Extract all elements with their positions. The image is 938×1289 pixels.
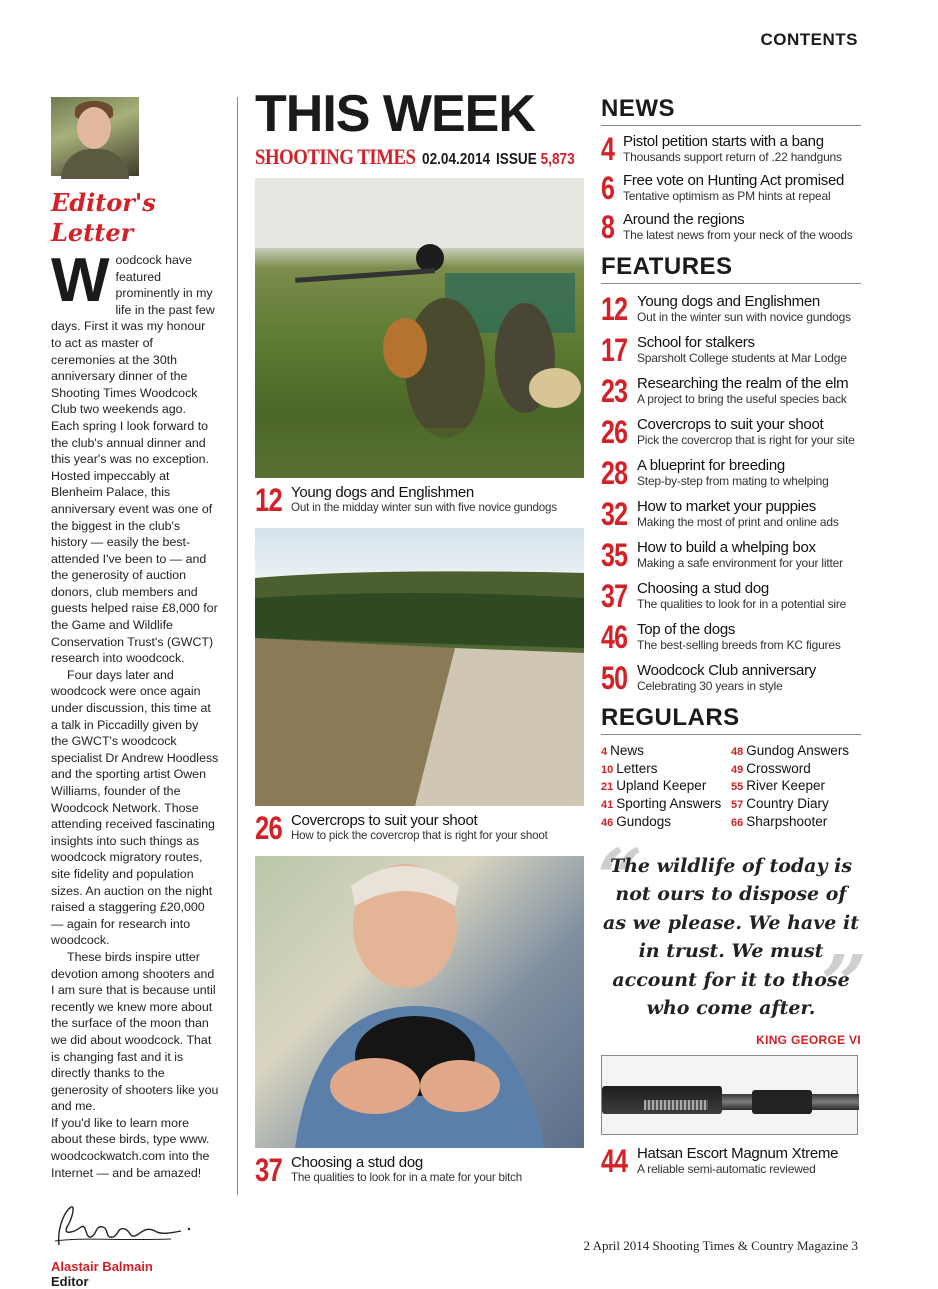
regular-item[interactable]: 55 River Keeper: [731, 778, 826, 794]
toc-description: The qualities to look for in a potential sire: [637, 597, 847, 611]
issue-number: ISSUE 5,873: [495, 151, 575, 168]
toc-page-number: 26: [601, 414, 628, 450]
editor-paragraph: If you'd like to learn more about these birds, type www. woodcockwatch.com into the Internet — and be amazed!: [51, 1115, 210, 1180]
toc-title: Pistol petition starts with a bang: [623, 133, 824, 150]
news-list: [601, 133, 861, 243]
regulars-list: [601, 743, 861, 832]
toc-page-number: 46: [601, 619, 628, 655]
toc-title: Hatsan Escort Magnum Xtreme: [637, 1144, 839, 1162]
shotgun-photo: [601, 1055, 858, 1135]
toc-title: Woodcock Club anniversary: [637, 662, 816, 679]
toc-item[interactable]: [601, 621, 861, 653]
editor-letter-body: [51, 246, 219, 1181]
caption-description: Out in the midday winter sun with five novice gundogs: [291, 501, 557, 514]
puppy-photo: [255, 856, 584, 1148]
caption-title: Covercrops to suit your shoot: [291, 812, 478, 829]
toc-title: A blueprint for breeding: [637, 457, 785, 474]
editor-column: [51, 97, 219, 1289]
caption-title: Young dogs and Englishmen: [291, 484, 474, 501]
page-footer: 2 April 2014 Shooting Times & Country Magazine 3: [583, 1238, 858, 1253]
toc-item[interactable]: [601, 172, 861, 204]
issue-date: 02.04.2014: [421, 151, 490, 168]
toc-page-number: 28: [601, 455, 628, 491]
toc-title: Choosing a stud dog: [637, 580, 769, 597]
this-week-heading: THIS WEEK: [255, 85, 535, 143]
regular-item[interactable]: 41 Sporting Answers: [601, 796, 722, 812]
editor-paragraph: oodcock have featured prominently in my life in the past few days. First it was my honour to act as master of ceremonies at the 30th anniversary dinner of the Shooting Times Woodcock Club two weekends ago.: [51, 253, 215, 417]
drop-cap: W: [51, 246, 110, 315]
toc-page-number: 44: [601, 1142, 628, 1179]
toc-item[interactable]: [601, 211, 861, 243]
column-divider: [237, 97, 238, 1195]
caption-page-number: 37: [255, 1152, 282, 1188]
toc-item[interactable]: [601, 416, 861, 448]
toc-title: Researching the realm of the elm: [637, 375, 849, 392]
regular-item[interactable]: 4 News: [601, 743, 644, 758]
toc-description: Step-by-step from mating to whelping: [637, 474, 829, 488]
gun-review-caption[interactable]: [601, 1142, 861, 1179]
regular-item[interactable]: 21 Upland Keeper: [601, 778, 707, 794]
photo-caption[interactable]: [255, 484, 584, 528]
regulars-heading: REGULARS: [601, 704, 861, 735]
toc-page-number: 6: [601, 170, 615, 206]
regular-item[interactable]: 46 Gundogs: [601, 813, 672, 829]
regular-item[interactable]: 66 Sharpshooter: [731, 813, 828, 829]
quote-text: The wildlife of today is not ours to dispose of as we please. We have it in trust. We must account for it to those who come after.: [603, 854, 859, 1020]
toc-description: A project to bring the useful species back: [637, 392, 847, 406]
caption-page-number: 26: [255, 810, 282, 846]
editor-paragraph: Four days later and woodcock were once again under discussion, this time at a talk in Piccadilly given by the GWCT's woodcock specialist Dr Andrew Hoodless and the sporting artist Owen Williams, founder of the Woodcock Network. Those attending received fascinating insights into such things as woodcock migratory routes, site fidelity and population sizes. An auction on the night raised a staggering £20,000 — again for research into woodcock.: [51, 667, 219, 948]
editor-photo: [51, 97, 139, 176]
open-quote-icon: “: [597, 830, 644, 925]
editor-name: Alastair Balmain: [51, 1259, 153, 1275]
toc-item[interactable]: [601, 133, 861, 165]
contents-column: [597, 95, 867, 1179]
photo-caption[interactable]: [255, 1154, 584, 1198]
photo-caption[interactable]: [255, 812, 584, 856]
toc-description: Out in the winter sun with novice gundogs: [637, 310, 851, 324]
toc-title: Free vote on Hunting Act promised: [623, 172, 845, 189]
toc-page-number: 50: [601, 660, 628, 696]
toc-item[interactable]: [601, 334, 861, 366]
regular-item[interactable]: 48 Gundog Answers: [731, 743, 850, 758]
toc-title: Around the regions: [623, 211, 745, 228]
editor-role: Editor: [51, 1274, 89, 1289]
close-quote-icon: ”: [820, 936, 867, 1031]
toc-description: A reliable semi-automatic reviewed: [637, 1161, 816, 1176]
editor-paragraph: Each spring I look forward to the club's annual dinner and this year's was no exception. Hosted impeccably at Blenheim Palace, this anniversary event was one of the biggest in the club's history — easily the best-attended I've been to — and the generosity of auction donors, club members and guests helped raise £8,000 for the Game and Wildlife Conservation Trust's (GWCT) research into woodcock.: [51, 418, 218, 666]
toc-description: Making a safe environment for your litter: [637, 556, 843, 570]
toc-description: The latest news from your neck of the woods: [623, 228, 853, 242]
features-list: [601, 293, 861, 694]
caption-title: Choosing a stud dog: [291, 1154, 423, 1171]
caption-description: The qualities to look for in a mate for your bitch: [291, 1171, 523, 1184]
toc-page-number: 8: [601, 209, 615, 245]
toc-description: The best-selling breeds from KC figures: [637, 638, 841, 652]
toc-page-number: 23: [601, 373, 628, 409]
toc-title: Top of the dogs: [637, 621, 736, 638]
pull-quote: [597, 830, 867, 1031]
toc-page-number: 4: [601, 131, 615, 167]
toc-description: Pick the covercrop that is right for your site: [637, 433, 855, 447]
toc-page-number: 35: [601, 537, 628, 573]
magazine-name: SHOOTING TIMES: [255, 144, 416, 169]
toc-item[interactable]: [601, 580, 861, 612]
caption-page-number: 12: [255, 482, 282, 518]
regular-item[interactable]: 57 Country Diary: [731, 796, 829, 812]
editor-paragraph: These birds inspire utter devotion among shooters and I am sure that is because until recently we knew more about the surface of the moon than we did about woodcock. That is changing fast and it is directly thanks to the generosity of shooters like you and me.: [51, 949, 219, 1114]
toc-item[interactable]: [601, 539, 861, 571]
masthead-line: [255, 144, 584, 168]
toc-page-number: 37: [601, 578, 628, 614]
contents-label: CONTENTS: [760, 30, 858, 49]
caption-description: How to pick the covercrop that is right for your shoot: [291, 829, 548, 842]
news-heading: NEWS: [601, 95, 861, 126]
features-heading: FEATURES: [601, 253, 861, 284]
toc-item[interactable]: [601, 457, 861, 489]
toc-item[interactable]: [601, 662, 861, 694]
toc-page-number: 12: [601, 291, 628, 327]
quote-attribution: KING GEORGE VI: [756, 1032, 861, 1047]
toc-title: School for stalkers: [637, 334, 755, 351]
toc-item[interactable]: [601, 498, 861, 530]
covercrop-photo: [255, 528, 584, 806]
toc-description: Celebrating 30 years in style: [637, 679, 783, 693]
regular-item[interactable]: 10 Letters: [601, 760, 658, 776]
this-week-column: [255, 85, 584, 1198]
toc-title: Covercrops to suit your shoot: [637, 416, 824, 433]
toc-title: How to market your puppies: [637, 498, 816, 515]
editor-signature: [51, 1197, 219, 1255]
gundogs-photo: [255, 178, 584, 478]
toc-description: Tentative optimism as PM hints at repeal: [623, 189, 831, 203]
toc-title: How to build a whelping box: [637, 539, 816, 556]
toc-item[interactable]: [601, 375, 861, 407]
toc-page-number: 32: [601, 496, 628, 532]
toc-item[interactable]: [601, 293, 861, 325]
toc-page-number: 17: [601, 332, 628, 368]
toc-description: Making the most of print and online ads: [637, 515, 839, 529]
toc-description: Thousands support return of .22 handguns: [623, 150, 842, 164]
editor-letter-title: Editor's Letter: [51, 188, 156, 247]
toc-title: Young dogs and Englishmen: [637, 293, 820, 310]
toc-description: Sparsholt College students at Mar Lodge: [637, 351, 847, 365]
regular-item[interactable]: 49 Crossword: [731, 760, 811, 776]
